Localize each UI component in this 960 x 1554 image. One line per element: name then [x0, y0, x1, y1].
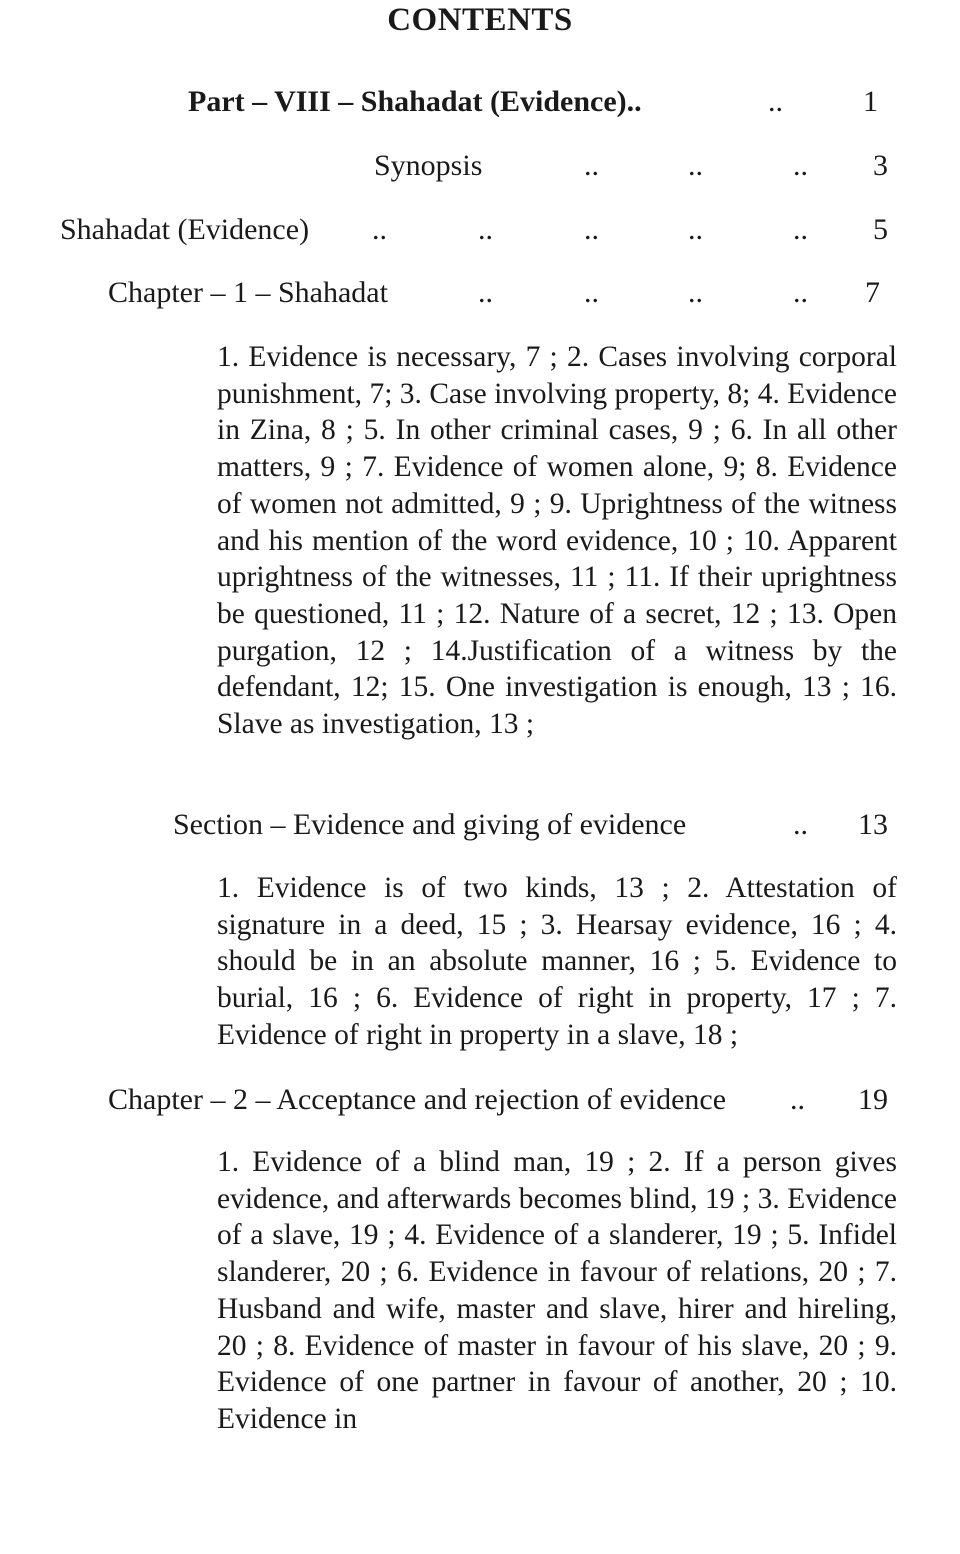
page-number: 3: [873, 149, 888, 182]
page-title: CONTENTS: [387, 2, 573, 38]
dot-leader: ..: [372, 213, 387, 246]
dot-leader: ..: [584, 213, 599, 246]
toc-entry-part-viii[interactable]: Part – VIII – Shahadat (Evidence)..: [188, 85, 642, 118]
page-number: 1: [863, 85, 878, 118]
page-number: 13: [858, 808, 888, 841]
dot-leader: ..: [793, 149, 808, 182]
dot-leader: ..: [793, 808, 808, 841]
toc-entry-chapter-1[interactable]: Chapter – 1 – Shahadat: [108, 276, 388, 309]
dot-leader: ..: [793, 276, 808, 309]
toc-entry-section[interactable]: Section – Evidence and giving of evidence: [173, 808, 687, 841]
chapter-1-topics: 1. Evidence is necessary, 7 ; 2. Cases involving corporal punishment, 7; 3. Case involving property, 8; 4. Evidence in Zina, 8 ; 5. In other criminal cases, 9 ; 6. In all other matters, 9 ; 7. Evidence of women alone, 9; 8. Evidence of women not admitted, 9 ; 9. Uprightness of the witness and his mention of the word evidence, 10 ; 10. Apparent uprightness of the witnesses, 11 ; 11. If their uprightness be questioned, 11 ; 12. Nature of a secret, 12 ; 13. Open purgation, 12 ; 14.Justification of a witness by the defendant, 12; 15. One investigation is enough, 13 ; 16. Slave as investigation, 13 ;: [217, 341, 897, 741]
toc-entry-shahadat-evidence[interactable]: Shahadat (Evidence): [60, 213, 310, 246]
dot-leader: ..: [478, 213, 493, 246]
dot-leader: ..: [478, 276, 493, 309]
page-number: 19: [858, 1083, 888, 1116]
dot-leader: ..: [584, 276, 599, 309]
toc-entry-synopsis[interactable]: Synopsis: [374, 149, 483, 182]
chapter-2-topics: 1. Evidence of a blind man, 19 ; 2. If a person gives evidence, and afterwards becomes blind, 19 ; 3. Evidence of a slave, 19 ; 4. Evidence of a slanderer, 19 ; 5. Infidel slanderer, 20 ; 6. Evidence in favour of relations, 20 ; 7. Husband and wife, master and slave, hirer and hireling, 20 ; 8. Evidence of master in favour of his slave, 20 ; 9. Evidence of one partner in favour of another, 20 ; 10. Evidence in: [217, 1146, 897, 1435]
dot-leader: ..: [688, 149, 703, 182]
dot-leader: ..: [790, 1083, 805, 1116]
dot-leader: ..: [688, 213, 703, 246]
dot-leader: ..: [793, 213, 808, 246]
dot-leader: ..: [768, 85, 783, 118]
toc-entry-chapter-2[interactable]: Chapter – 2 – Acceptance and rejection of evidence: [108, 1083, 727, 1116]
section-topics: 1. Evidence is of two kinds, 13 ; 2. Attestation of signature in a deed, 15 ; 3. Hearsay evidence, 16 ; 4. should be in an absolute manner, 16 ; 5. Evidence to burial, 16 ; 6. Evidence of right in property, 17 ; 7. Evidence of right in property in a slave, 18 ;: [217, 872, 897, 1051]
dot-leader: ..: [584, 149, 599, 182]
page-number: 5: [873, 213, 888, 246]
page-number: 7: [865, 276, 880, 309]
dot-leader: ..: [688, 276, 703, 309]
